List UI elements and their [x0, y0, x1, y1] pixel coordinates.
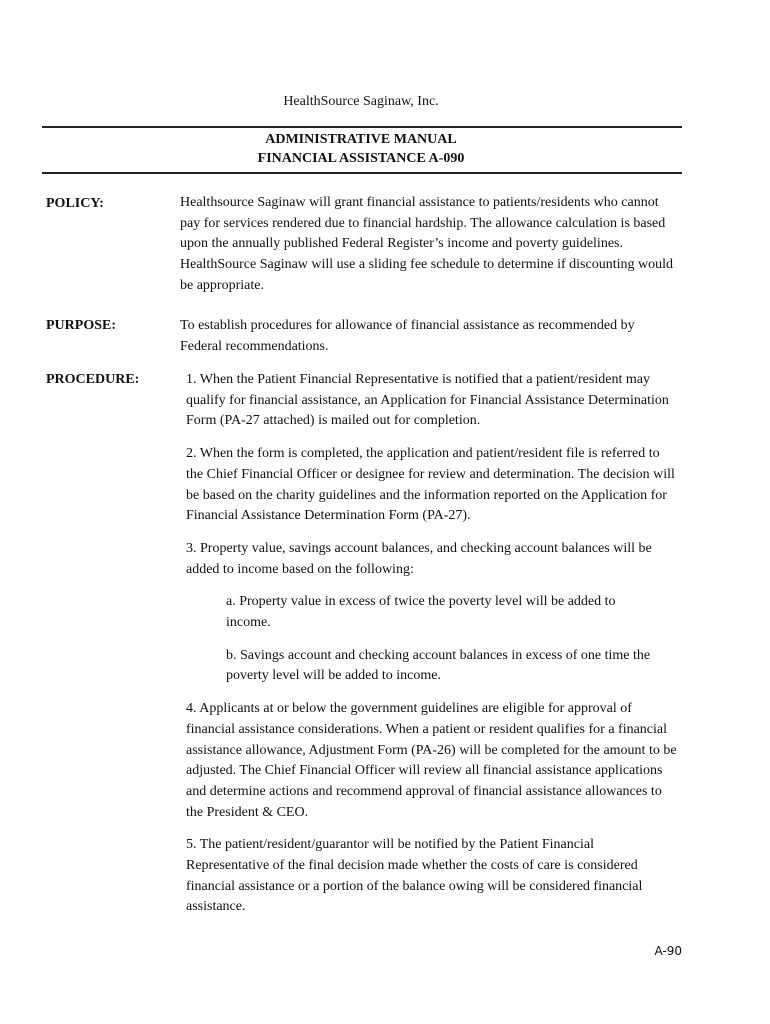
procedure-step-3: 3. Property value, savings account balances, and checking account balances will be added to income based on the following: [186, 540, 652, 577]
procedure-label: PROCEDURE: [46, 372, 140, 387]
purpose-label: PURPOSE: [46, 318, 116, 333]
bottom-divider [42, 172, 682, 174]
page-number: A-90 [654, 944, 682, 958]
policy-text: Healthsource Saginaw will grant financial assistance to patients/residents who cannot pay for services rendered due to financial hardship. The allowance calculation is based upon the annually published Federal Register’s income and poverty guidelines. HealthSource Saginaw will use a sliding fee schedule to determine if discounting would be appropriate. [180, 195, 673, 293]
policy-label: POLICY: [46, 196, 104, 211]
organization-name: HealthSource Saginaw, Inc. [283, 94, 439, 109]
document-title: FINANCIAL ASSISTANCE A-090 [257, 151, 465, 166]
manual-title: ADMINISTRATIVE MANUAL [265, 132, 457, 147]
purpose-text: To establish procedures for allowance of financial assistance as recommended by Federal recommendations. [180, 318, 635, 354]
procedure-step-1: 1. When the Patient Financial Representative is notified that a patient/resident may qualify for financial assistance, an Application for Financial Assistance Determination Form (PA-27 attached) is mailed out for completion. [186, 372, 669, 429]
procedure-steps [186, 370, 680, 930]
procedure-step-2: 2. When the form is completed, the application and patient/resident file is referred to the Chief Financial Officer or designee for review and determination. The decision will be based on the charity guidelines and the information reported on the Application for Financial Assistance Determination Form (PA-27). [186, 446, 675, 524]
procedure-step-5: 5. The patient/resident/guarantor will be notified by the Patient Financial Representative of the final decision made whether the costs of care is considered financial assistance or a portion of the balance owing will be considered financial assistance. [186, 837, 643, 915]
procedure-substep-b: b. Savings account and checking account balances in excess of one time the poverty level will be added to income. [226, 647, 651, 684]
procedure-substep-a: a. Property value in excess of twice the poverty level will be added to income. [226, 594, 616, 631]
top-divider [42, 126, 682, 128]
procedure-step-4: 4. Applicants at or below the government guidelines are eligible for approval of financial assistance considerations. When a patient or resident qualifies for a financial assistance allowance, Adjustment Form (PA-26) will be completed for the amount to be adjusted. The Chief Financial Officer will review all financial assistance applications and determine actions and recommend approval of financial assistance allowances to the President & CEO. [186, 701, 677, 820]
